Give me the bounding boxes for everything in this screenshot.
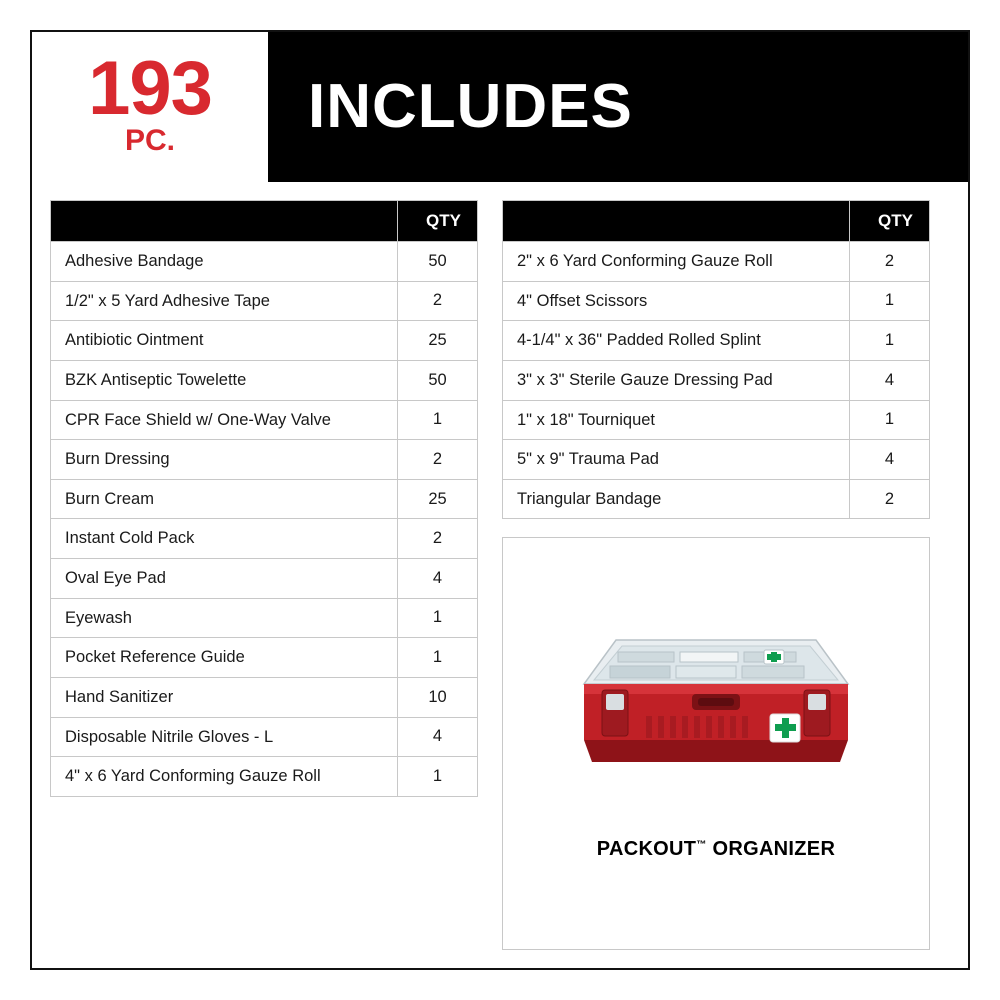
table-row — [503, 479, 930, 519]
item-qty: 1 — [398, 400, 478, 440]
item-name: 4" x 6 Yard Conforming Gauze Roll — [51, 757, 398, 797]
item-qty: 1 — [398, 757, 478, 797]
items-table-left — [50, 200, 478, 797]
item-qty: 25 — [398, 479, 478, 519]
right-column — [502, 200, 930, 950]
item-qty: 4 — [850, 360, 930, 400]
item-name: Triangular Bandage — [503, 479, 850, 519]
item-name: 4-1/4" x 36" Padded Rolled Splint — [503, 321, 850, 361]
item-qty: 2 — [398, 281, 478, 321]
item-name: Hand Sanitizer — [51, 677, 398, 717]
product-type: ORGANIZER — [706, 838, 836, 861]
item-name: 5" x 9" Trauma Pad — [503, 440, 850, 480]
items-table-right-body — [503, 242, 930, 519]
packout-organizer-photo — [566, 622, 866, 812]
item-name: Adhesive Bandage — [51, 242, 398, 282]
table-row — [51, 757, 478, 797]
table-row — [51, 677, 478, 717]
product-name: PACKOUT — [596, 838, 697, 861]
item-qty: 2 — [398, 519, 478, 559]
qty-column-header: QTY — [398, 201, 478, 242]
table-row — [51, 281, 478, 321]
item-qty: 1 — [850, 321, 930, 361]
table-row — [51, 638, 478, 678]
item-qty: 1 — [850, 281, 930, 321]
content-frame — [30, 30, 970, 970]
item-qty: 2 — [398, 440, 478, 480]
item-column-header — [51, 201, 398, 242]
item-qty: 2 — [850, 242, 930, 282]
left-column — [50, 200, 478, 950]
table-row — [51, 440, 478, 480]
table-row — [503, 360, 930, 400]
trademark-symbol: ™ — [696, 839, 707, 851]
item-name: Disposable Nitrile Gloves - L — [51, 717, 398, 757]
item-name: BZK Antiseptic Towelette — [51, 360, 398, 400]
table-row — [51, 400, 478, 440]
page-title-text: INCLUDES — [308, 72, 633, 141]
item-name: 3" x 3" Sterile Gauze Dressing Pad — [503, 360, 850, 400]
table-row — [503, 440, 930, 480]
item-name: Antibiotic Ointment — [51, 321, 398, 361]
item-name: Instant Cold Pack — [51, 519, 398, 559]
items-table-left-body — [51, 242, 478, 797]
item-column-header — [503, 201, 850, 242]
items-table-right — [502, 200, 930, 519]
item-name: 4" Offset Scissors — [503, 281, 850, 321]
item-qty: 1 — [850, 400, 930, 440]
item-qty: 4 — [398, 559, 478, 599]
table-row — [51, 598, 478, 638]
table-row — [51, 360, 478, 400]
table-row — [51, 717, 478, 757]
table-row — [503, 281, 930, 321]
item-qty: 2 — [850, 479, 930, 519]
product-caption — [597, 838, 835, 861]
item-name: 1/2" x 5 Yard Adhesive Tape — [51, 281, 398, 321]
qty-column-header: QTY — [850, 201, 930, 242]
item-name: 2" x 6 Yard Conforming Gauze Roll — [503, 242, 850, 282]
item-name: CPR Face Shield w/ One-Way Valve — [51, 400, 398, 440]
table-row — [51, 559, 478, 599]
table-header-row — [51, 201, 478, 242]
item-qty: 25 — [398, 321, 478, 361]
item-name: Burn Dressing — [51, 440, 398, 480]
item-name: Eyewash — [51, 598, 398, 638]
product-panel — [502, 537, 930, 950]
table-header-row — [503, 201, 930, 242]
table-row — [51, 519, 478, 559]
item-qty: 50 — [398, 360, 478, 400]
item-name: Burn Cream — [51, 479, 398, 519]
item-qty: 4 — [850, 440, 930, 480]
table-row — [51, 321, 478, 361]
columns-container — [32, 182, 968, 968]
item-qty: 10 — [398, 677, 478, 717]
piece-count-number: 193 — [88, 46, 212, 132]
item-qty: 50 — [398, 242, 478, 282]
header-bar — [32, 32, 968, 182]
table-row — [51, 479, 478, 519]
piece-count-badge — [32, 32, 268, 182]
table-row — [503, 242, 930, 282]
table-row — [503, 321, 930, 361]
item-qty: 1 — [398, 638, 478, 678]
item-name: 1" x 18" Tourniquet — [503, 400, 850, 440]
table-row — [51, 242, 478, 282]
page-title — [268, 32, 968, 182]
item-qty: 1 — [398, 598, 478, 638]
item-name: Pocket Reference Guide — [51, 638, 398, 678]
piece-count-unit: PC. — [124, 123, 175, 157]
table-row — [503, 400, 930, 440]
item-name: Oval Eye Pad — [51, 559, 398, 599]
item-qty: 4 — [398, 717, 478, 757]
